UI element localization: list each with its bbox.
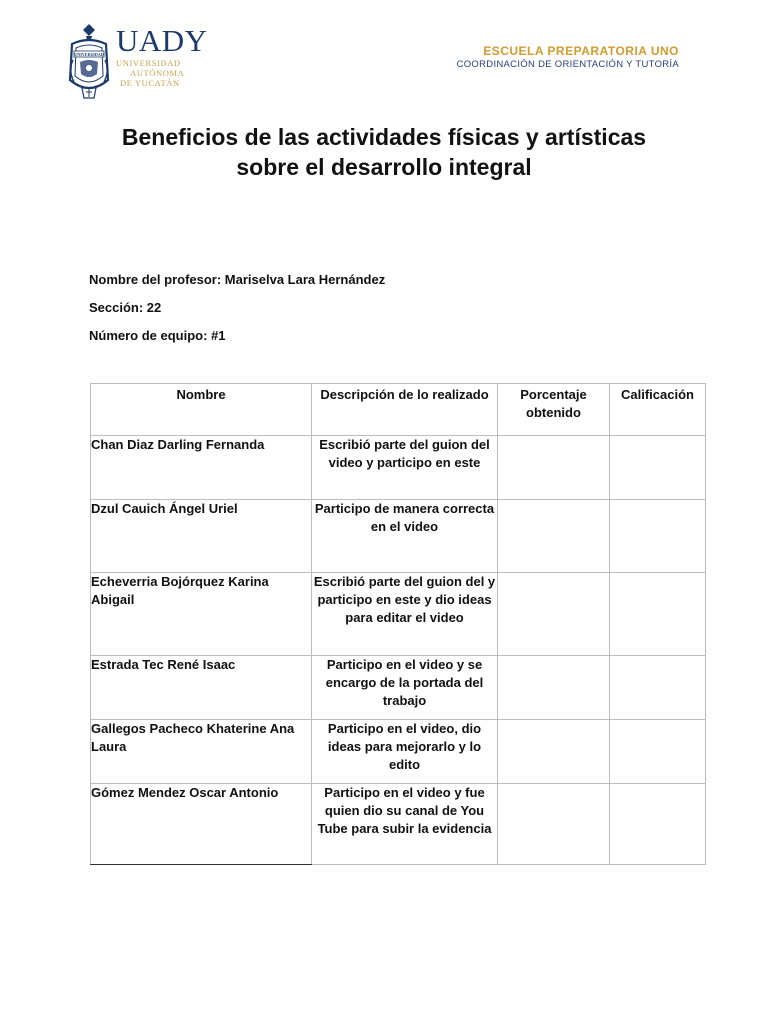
member-description: Escribió parte del guion del y participo en este y dio ideas para editar el video bbox=[312, 573, 498, 656]
header-porcentaje: Porcentaje obtenido bbox=[498, 384, 610, 436]
member-percentage[interactable] bbox=[498, 436, 610, 500]
team-number: Número de equipo: #1 bbox=[89, 328, 226, 343]
logo-line-3: DE YUCATÁN bbox=[120, 78, 180, 88]
member-percentage[interactable] bbox=[498, 784, 610, 865]
title-line-1: Beneficios de las actividades físicas y artísticas bbox=[121, 124, 647, 150]
member-grade[interactable] bbox=[610, 500, 706, 573]
school-name: ESCUELA PREPARATORIA UNO bbox=[483, 44, 679, 58]
section-number: Sección: 22 bbox=[89, 300, 162, 315]
page-header bbox=[0, 0, 768, 110]
member-grade[interactable] bbox=[610, 436, 706, 500]
member-grade[interactable] bbox=[610, 784, 706, 865]
member-percentage[interactable] bbox=[498, 573, 610, 656]
document-title bbox=[60, 122, 708, 182]
member-grade[interactable] bbox=[610, 573, 706, 656]
logo-wordmark: UADY bbox=[116, 23, 208, 58]
logo-line-1: UNIVERSIDAD bbox=[116, 58, 181, 68]
table-row bbox=[91, 784, 706, 865]
seal-text: UNIVERSIDAD bbox=[74, 52, 104, 57]
school-department: COORDINACIÓN DE ORIENTACIÓN Y TUTORÍA bbox=[456, 59, 679, 70]
member-grade[interactable] bbox=[610, 656, 706, 720]
member-description: Escribió parte del guion del video y participo en este bbox=[312, 436, 498, 500]
member-description: Participo de manera correcta en el video bbox=[312, 500, 498, 573]
header-calificacion: Calificación bbox=[610, 384, 706, 436]
uady-logo bbox=[116, 23, 208, 88]
logo-subtitle bbox=[116, 58, 208, 88]
university-seal-icon bbox=[64, 22, 114, 102]
member-description: Participo en el video, dio ideas para mejorarlo y lo edito bbox=[312, 720, 498, 784]
title-line-2: sobre el desarrollo integral bbox=[236, 154, 532, 180]
header-nombre: Nombre bbox=[91, 384, 312, 436]
member-percentage[interactable] bbox=[498, 720, 610, 784]
member-percentage[interactable] bbox=[498, 656, 610, 720]
member-description: Participo en el video y fue quien dio su canal de You Tube para subir la evidencia bbox=[312, 784, 498, 865]
table-header-row bbox=[91, 384, 706, 436]
header-descripcion: Descripción de lo realizado bbox=[312, 384, 498, 436]
member-description: Participo en el video y se encargo de la portada del trabajo bbox=[312, 656, 498, 720]
logo-line-2: AUTÓNOMA bbox=[130, 68, 185, 78]
table-row bbox=[91, 720, 706, 784]
school-heading bbox=[457, 44, 679, 71]
member-percentage[interactable] bbox=[498, 500, 610, 573]
table-row bbox=[91, 500, 706, 573]
team-evaluation-table bbox=[90, 383, 706, 865]
table-row bbox=[91, 436, 706, 500]
member-grade[interactable] bbox=[610, 720, 706, 784]
teacher-name: Nombre del profesor: Mariselva Lara Hernández bbox=[89, 272, 386, 287]
member-name: Gallegos Pacheco Khaterine Ana Laura bbox=[91, 720, 312, 784]
member-name: Gómez Mendez Oscar Antonio bbox=[91, 784, 312, 865]
member-name: Dzul Cauich Ángel Uriel bbox=[91, 500, 312, 573]
member-name: Chan Diaz Darling Fernanda bbox=[91, 436, 312, 500]
member-name: Echeverria Bojórquez Karina Abigail bbox=[91, 573, 312, 656]
table-row bbox=[91, 656, 706, 720]
table-row bbox=[91, 573, 706, 656]
member-name: Estrada Tec René Isaac bbox=[91, 656, 312, 720]
